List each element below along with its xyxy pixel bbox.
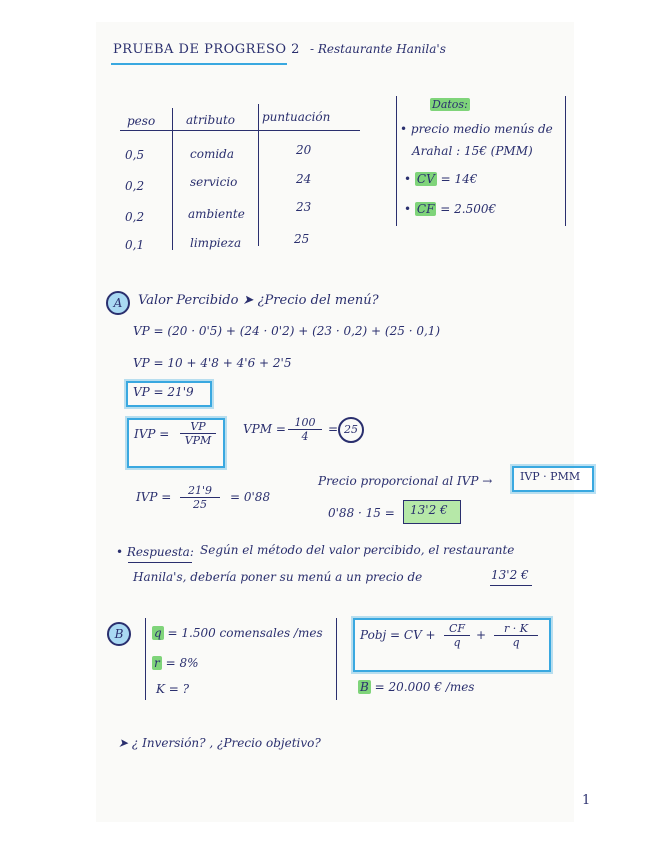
section-a-title: Valor Percibido ➤ ¿Precio del menú? [138, 293, 379, 308]
data-cf: • CF = 2.500€ [404, 202, 497, 216]
vpm-equals: = [328, 422, 339, 436]
price-calc: 0'88 · 15 = [328, 506, 395, 520]
table-cell: servicio [190, 175, 238, 189]
vp-result: VP = 21'9 [133, 385, 194, 399]
table-col-rule-2 [258, 104, 259, 246]
table-header-atributo: atributo [186, 113, 236, 127]
ivp-pmm-formula: IVP · PMM [520, 470, 581, 483]
table-col-rule-1 [172, 108, 173, 250]
table-header-rule [120, 130, 360, 131]
var-r-value: = 8% [165, 656, 199, 670]
table-cell: 0,2 [125, 210, 145, 224]
rk-fraction [494, 622, 538, 649]
final-question: ➤ ¿ Inversión? , ¿Precio objetivo? [118, 736, 321, 750]
var-q-label: q [154, 626, 162, 640]
page-number: 1 [582, 793, 591, 808]
vp-line-1: VP = (20 · 0'5) + (24 · 0'2) + (23 · 0,2) + (25 · 0,1) [133, 324, 441, 338]
table-header-puntuacion: puntuación [262, 110, 331, 124]
table-cell: 24 [296, 172, 312, 186]
cf-value: = 2.500€ [440, 202, 497, 216]
cv-label: CV [416, 172, 435, 186]
proportional-text: Precio proporcional al IVP → [318, 474, 493, 488]
table-cell: 0,1 [125, 238, 145, 252]
var-k: K = ? [156, 682, 190, 696]
ivp-calc-num: 21'9 [180, 484, 220, 498]
title-underline [111, 63, 287, 65]
price-result: 13'2 € [410, 503, 448, 517]
table-cell: limpieza [190, 236, 242, 250]
var-b-value: = 20.000 € /mes [374, 680, 475, 694]
ivp-calc-den: 25 [193, 498, 207, 511]
pobj-label: Pobj = CV + [360, 628, 436, 642]
section-a-marker: A [106, 291, 130, 315]
answer-label: • Respuesta: [116, 545, 194, 559]
cf-fraction [444, 622, 470, 649]
ivp-num: VP [180, 420, 216, 434]
vpm-den: 4 [301, 430, 309, 443]
var-b [358, 680, 474, 694]
table-cell: 23 [296, 200, 312, 214]
table-cell: 25 [294, 232, 310, 246]
ivp-fraction [180, 420, 216, 447]
table-cell: 20 [296, 143, 312, 157]
vpm-label: VPM = [243, 422, 286, 436]
answer-value: 13'2 € [491, 568, 529, 582]
ivp-den: VPM [184, 434, 212, 447]
table-cell: comida [190, 147, 234, 161]
cv-value: = 14€ [440, 172, 478, 186]
data-label-text: Datos: [432, 98, 468, 111]
pobj-plus: + [476, 628, 487, 642]
vpm-fraction [288, 416, 322, 443]
rk-den: q [512, 636, 520, 649]
table-cell: 0,5 [125, 148, 145, 162]
var-r-label: r [154, 656, 160, 670]
ivp-calc-fraction [180, 484, 220, 511]
var-q-value: = 1.500 comensales /mes [167, 626, 323, 640]
vpm-num: 100 [288, 416, 322, 430]
section-b-marker: B [107, 622, 131, 646]
data-line-2: Arahal : 15€ (PMM) [412, 144, 533, 158]
table-cell: ambiente [188, 207, 245, 221]
answer-label-underline [128, 562, 192, 563]
vpm-result: 25 [338, 417, 364, 443]
var-q [152, 626, 323, 640]
ivp-calc-label: IVP = [136, 490, 172, 504]
cf-num: CF [444, 622, 470, 636]
page-title: PRUEBA DE PROGRESO 2 [113, 42, 300, 57]
vp-line-2: VP = 10 + 4'8 + 4'6 + 2'5 [133, 356, 292, 370]
ivp-label: IVP = [134, 427, 170, 441]
var-b-label: B [360, 680, 369, 694]
data-line-1: • precio medio menús de [400, 122, 553, 136]
table-header-peso: peso [127, 114, 156, 128]
ivp-calc-result: = 0'88 [230, 490, 271, 504]
var-r [152, 656, 198, 670]
cf-label: CF [416, 202, 435, 216]
answer-value-underline [490, 585, 532, 586]
rk-num: r · K [494, 622, 538, 636]
cf-den: q [453, 636, 461, 649]
answer-line-2: Hanila's, debería poner su menú a un precio de [133, 570, 423, 584]
page-subtitle: - Restaurante Hanila's [310, 42, 446, 56]
data-cv: • CV = 14€ [404, 172, 478, 186]
answer-line-1: Según el método del valor percibido, el restaurante [200, 543, 515, 557]
data-label [430, 98, 470, 111]
table-cell: 0,2 [125, 179, 145, 193]
